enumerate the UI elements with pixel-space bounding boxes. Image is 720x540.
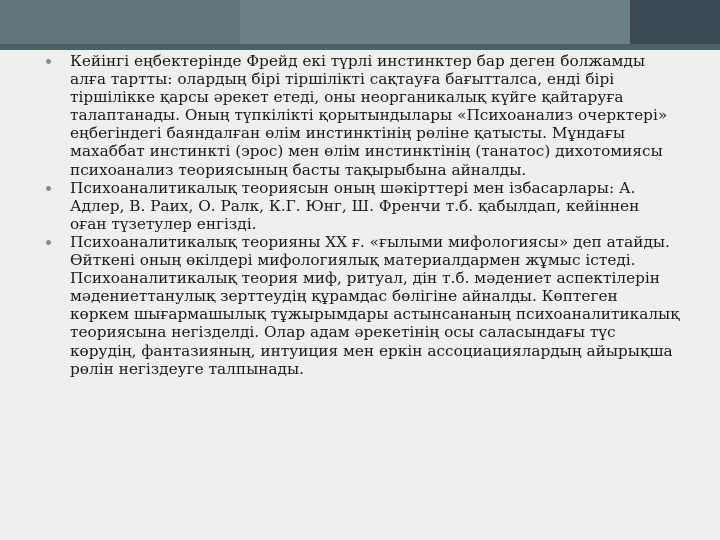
header-bar xyxy=(0,0,720,44)
header-accent-line xyxy=(0,44,720,50)
bullet-item xyxy=(52,233,680,378)
header-bar-segment-middle xyxy=(240,0,630,44)
slide-content xyxy=(52,52,680,378)
bullet-dot-icon xyxy=(46,186,51,191)
bullet-text: Психоаналитикалық теорияны ХХ ғ. «ғылыми мифологиясы» деп атайды. Өйткені оның өкілдері мифологиялық материалдармен жұмыс істеді. Психоаналитикалық теория миф, ритуал, дін т.б. мәдениет аспектілерін мәдениеттанулық зерттеудің құрамдас бөлігіне айналды. Көптеген көркем шығармашылық тұжырымдары астынсананың психоаналитикалық теориясына негізделді. Олар адам әрекетінің осы саласындағы түс көрудің, фантазияның, интуиция мен еркін ассоциациялардың айырықша рөлін негіздеуге талпынады. xyxy=(70,232,680,378)
bullet-list xyxy=(52,52,680,378)
header-bar-segment-right xyxy=(630,0,720,44)
bullet-item xyxy=(52,52,680,179)
bullet-text: Кейінгі еңбектерінде Фрейд екі түрлі инстинктер бар деген болжамды алға тартты: олардың бірі тіршілікті сақтауға бағытталса, енді бірі тіршілікке қарсы әрекет етеді, оны неорганикалық күйге қайтаруға талаптанады. Оның түпкілікті қорытындылары «Психоанализ очерктері» еңбегіндегі баяндалған өлім инстинктінің рөліне қатысты. Мұндағы махаббат инстинкті (эрос) мен өлім инстинктінің (танатос) дихотомиясы психоанализ теориясының басты тақырыбына айналды. xyxy=(70,52,668,179)
bullet-item xyxy=(52,179,680,233)
bullet-dot-icon xyxy=(46,240,51,245)
bullet-text: Психоаналитикалық теориясын оның шәкірттері мен ізбасарлары: А. Адлер, В. Раих, О. Ралк, К.Г. Юнг, Ш. Френчи т.б. қабылдап, кейіннен оған түзетулер енгізді. xyxy=(70,178,640,233)
header-bar-segment-left xyxy=(0,0,240,44)
bullet-dot-icon xyxy=(46,59,51,64)
